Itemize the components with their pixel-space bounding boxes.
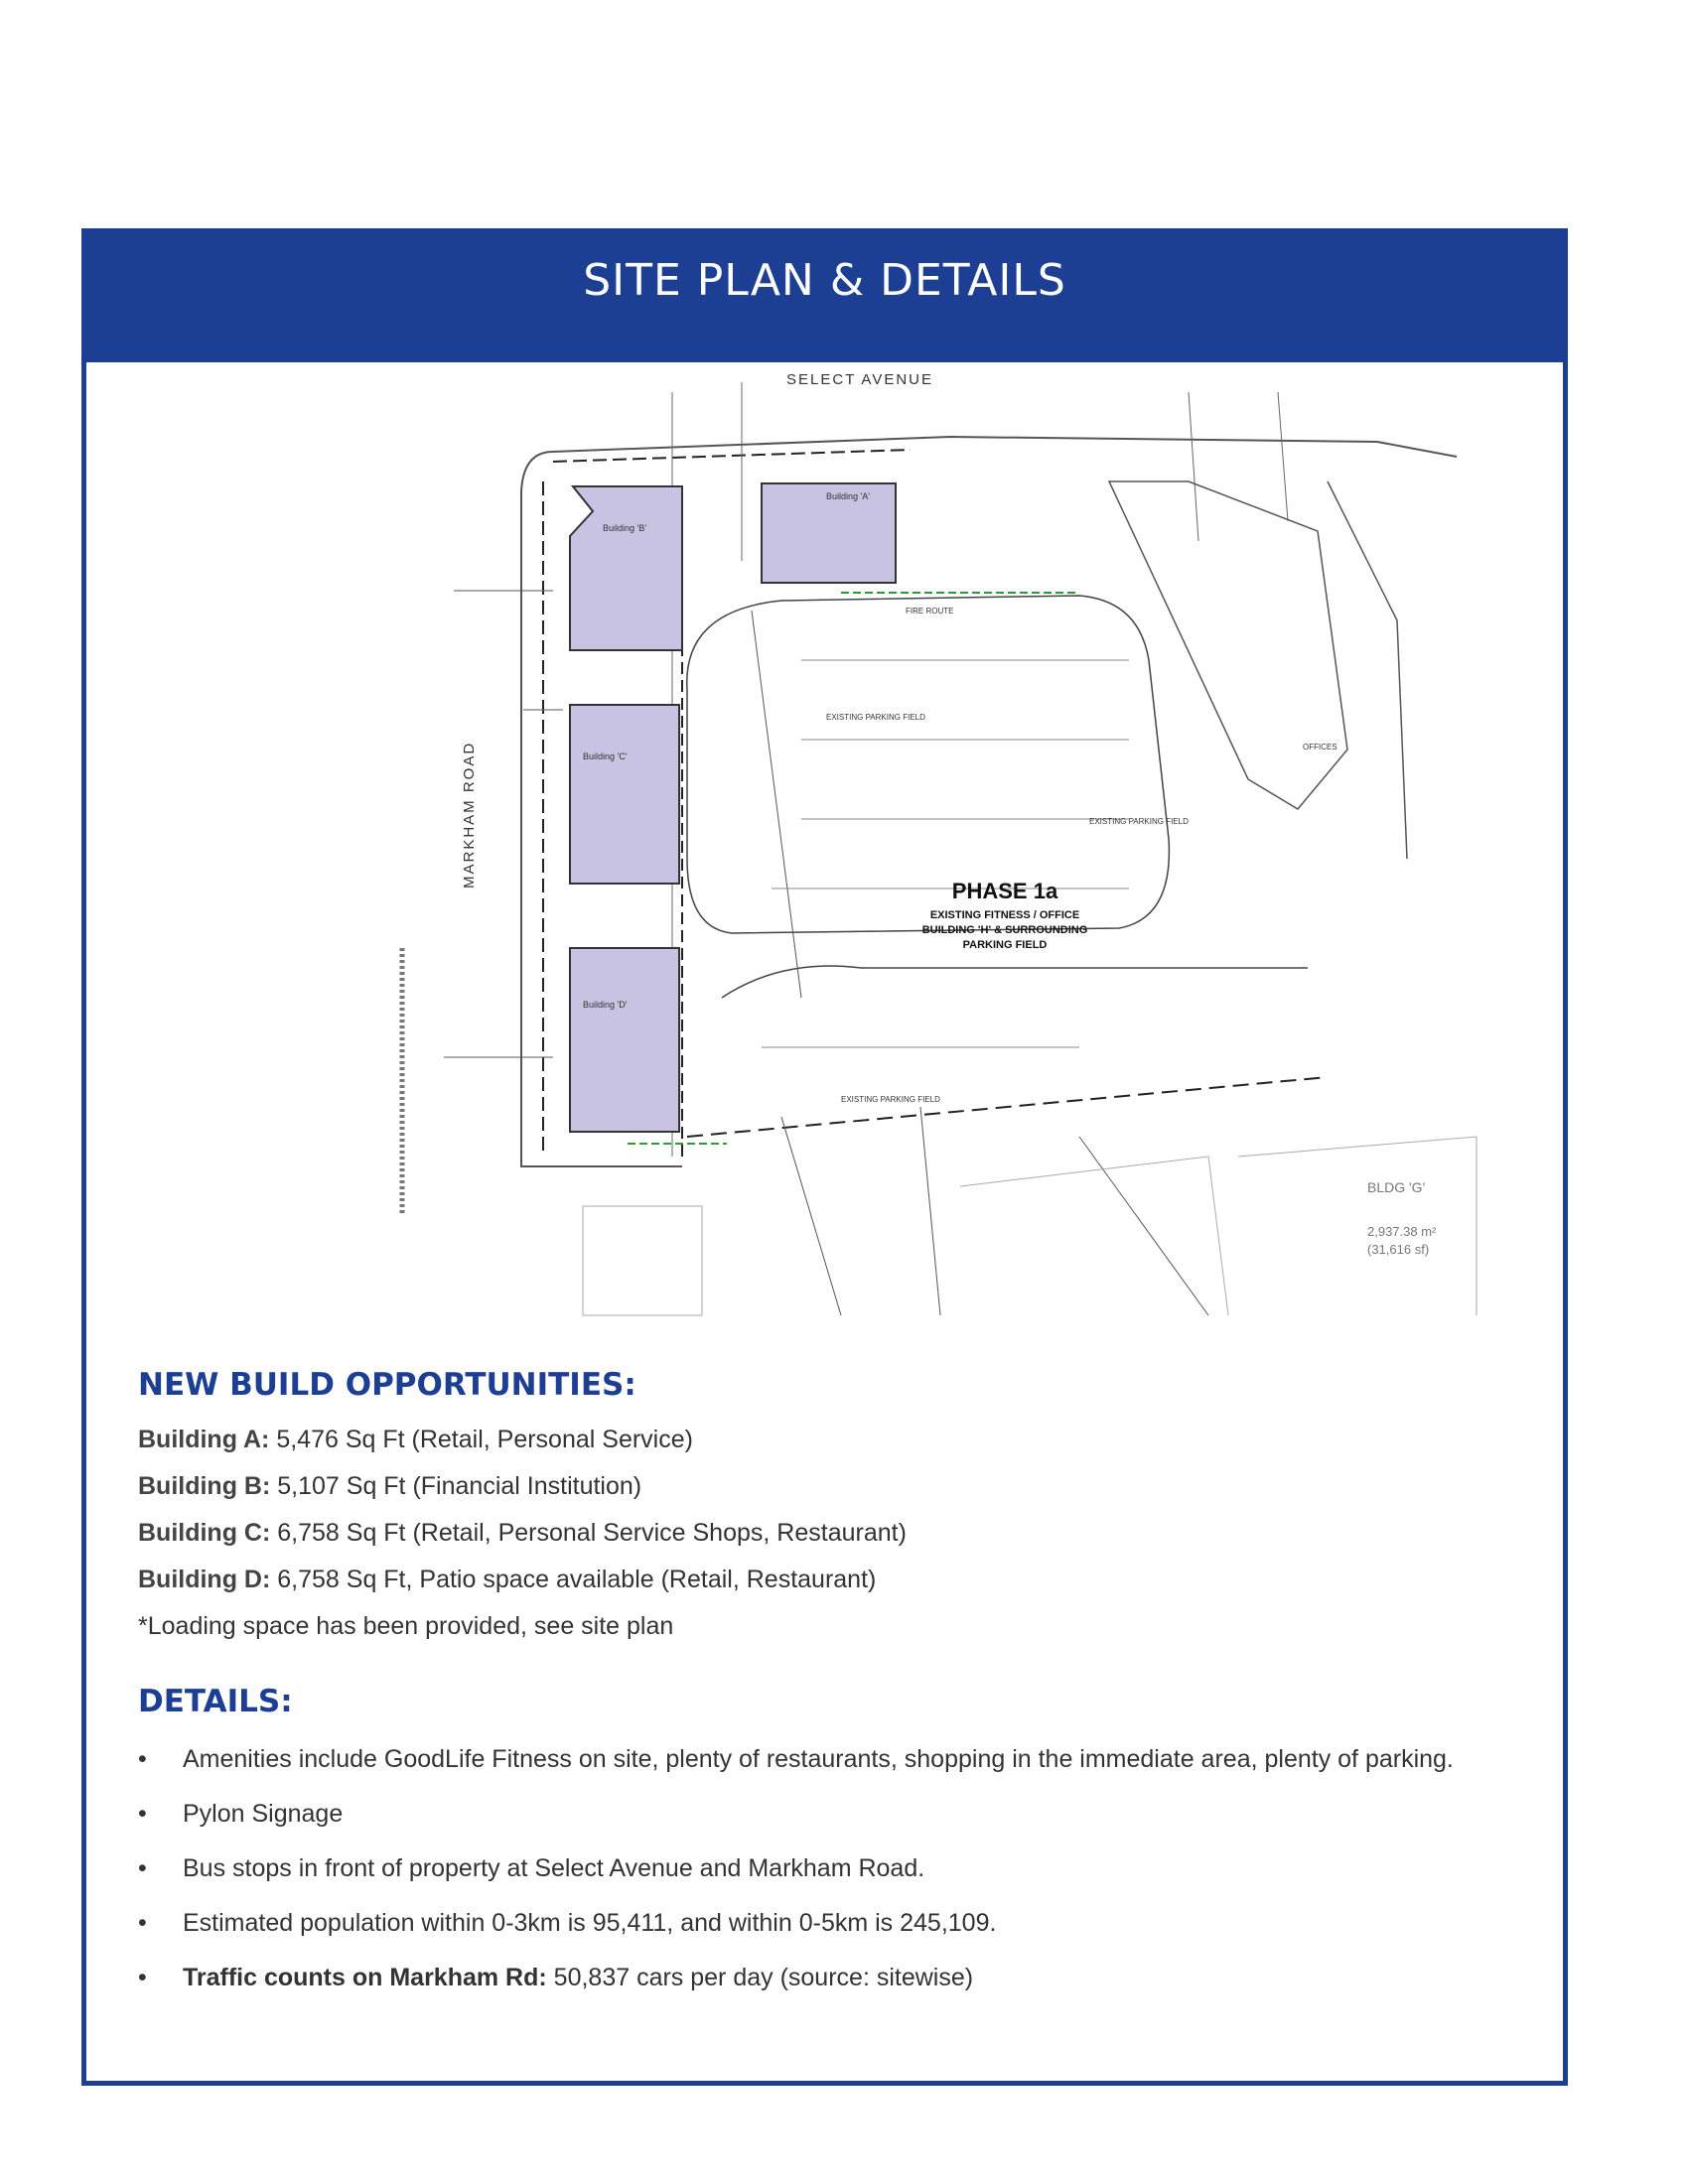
site-plan-drawing	[86, 362, 1563, 1335]
detail-bus: • Bus stops in front of property at Select Avenue and Markham Road.	[138, 1852, 1528, 1884]
grid-line	[1278, 392, 1288, 521]
existing-parking-label-3: EXISTING PARKING FIELD	[841, 1095, 940, 1104]
building-c-line: Building C: 6,758 Sq Ft (Retail, Personal Service Shops, Restaurant)	[138, 1519, 907, 1547]
building-c-footprint	[570, 705, 679, 884]
parking-field-outline	[687, 596, 1170, 933]
offices-label: OFFICES	[1303, 743, 1337, 751]
fire-route-label: FIRE ROUTE	[906, 607, 954, 615]
page-title: SITE PLAN & DETAILS	[583, 255, 1066, 306]
building-d-line: Building D: 6,758 Sq Ft, Patio space available (Retail, Restaurant)	[138, 1566, 877, 1593]
sight-line	[752, 611, 801, 998]
details-list	[138, 1743, 1528, 1993]
phase-title: PHASE 1a	[951, 879, 1058, 903]
boundary-top	[521, 437, 1457, 491]
loading-note: *Loading space has been provided, see site plan	[138, 1612, 674, 1640]
new-build-title: NEW BUILD OPPORTUNITIES:	[138, 1367, 636, 1403]
building-a-line: Building A: 5,476 Sq Ft (Retail, Personal Service)	[138, 1426, 693, 1453]
parking-stalls	[762, 660, 1129, 1047]
building-d-footprint	[570, 948, 679, 1132]
drive-aisle	[722, 966, 1308, 998]
building-b-label: Building 'B'	[603, 523, 646, 533]
detail-pylon: • Pylon Signage	[138, 1798, 1528, 1830]
details-title: DETAILS:	[138, 1684, 293, 1719]
grid-line	[1189, 392, 1198, 541]
phase-line-1: EXISTING FITNESS / OFFICE	[929, 909, 1080, 921]
dashed-setback-top	[553, 450, 911, 462]
building-d-label: Building 'D'	[583, 1000, 628, 1010]
building-b-footprint	[570, 486, 682, 650]
detail-population: • Estimated population within 0-3km is 95,411, and within 0-5km is 245,109.	[138, 1907, 1528, 1939]
phase-line-2: BUILDING 'H' & SURROUNDING	[921, 924, 1088, 936]
road-label-top: SELECT AVENUE	[786, 371, 933, 388]
fire-route-line	[687, 1077, 1328, 1137]
bldg-g-label: BLDG 'G'	[1367, 1179, 1426, 1195]
adjacent-structures	[583, 1137, 1477, 1315]
building-c-label: Building 'C'	[583, 751, 628, 761]
bldg-g-sf: (31,616 sf)	[1367, 1242, 1430, 1257]
road-label-left: MARKHAM ROAD	[461, 741, 478, 888]
site-plan-sheet	[81, 228, 1568, 2086]
detail-traffic: • Traffic counts on Markham Rd: 50,837 cars per day (source: sitewise)	[138, 1962, 1528, 1993]
building-a-label: Building 'A'	[826, 491, 870, 501]
site-plan-svg	[86, 362, 1563, 1335]
building-b-line: Building B: 5,107 Sq Ft (Financial Institution)	[138, 1472, 642, 1500]
sight-line	[1079, 1137, 1208, 1315]
sight-line	[920, 1107, 940, 1315]
detail-amenities: • Amenities include GoodLife Fitness on site, plenty of restaurants, shopping in the immediate area, plenty of parking.	[138, 1743, 1528, 1775]
phase-line-3: PARKING FIELD	[962, 939, 1048, 951]
existing-parking-label-2: EXISTING PARKING FIELD	[1089, 817, 1189, 826]
header-banner	[86, 233, 1563, 362]
sight-line	[781, 1117, 841, 1315]
content-area	[138, 1367, 1528, 2016]
existing-parking-label-1: EXISTING PARKING FIELD	[826, 713, 925, 722]
bldg-g-area: 2,937.38 m²	[1367, 1224, 1437, 1239]
property-line-east	[1328, 481, 1407, 859]
